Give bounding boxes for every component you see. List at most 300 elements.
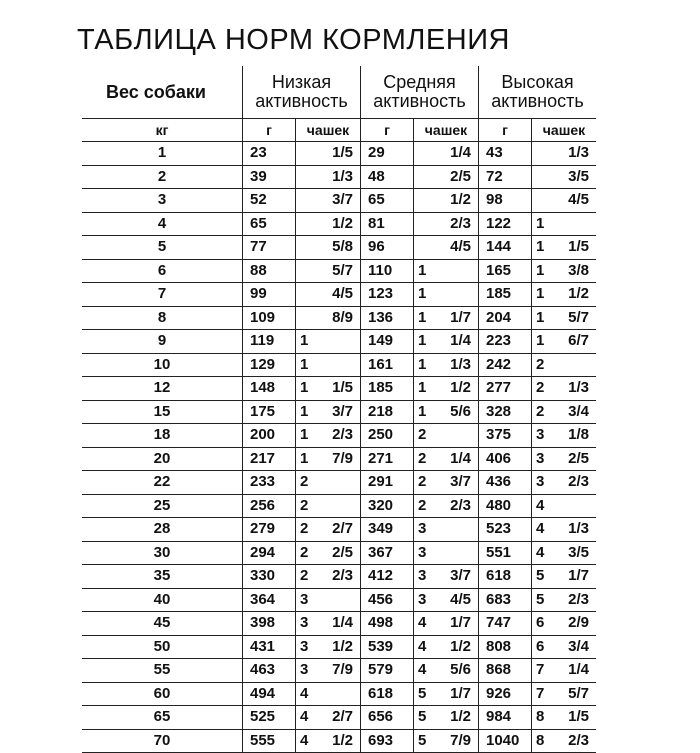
medium-cups-fraction-cell: 1/7 <box>431 612 479 636</box>
low-grams-cell: 494 <box>243 682 296 706</box>
medium-grams-cell: 539 <box>361 635 414 659</box>
low-cups-whole-cell: 4 <box>296 729 314 753</box>
table-row <box>82 659 596 683</box>
medium-cups-fraction-cell: 1/7 <box>431 306 479 330</box>
table-row <box>82 330 596 354</box>
medium-grams-cell: 367 <box>361 541 414 565</box>
medium-cups-fraction-cell: 7/9 <box>431 729 479 753</box>
medium-cups-fraction-cell: 1/2 <box>431 635 479 659</box>
medium-grams-cell: 579 <box>361 659 414 683</box>
low-cups-fraction-cell: 1/4 <box>313 612 361 636</box>
unit-cups-medium: чашек <box>414 119 479 142</box>
low-grams-cell: 555 <box>243 729 296 753</box>
medium-cups-whole-cell: 2 <box>414 424 432 448</box>
high-grams-cell: 223 <box>479 330 532 354</box>
weight-cell: 50 <box>82 635 243 659</box>
low-grams-cell: 119 <box>243 330 296 354</box>
weight-cell: 20 <box>82 447 243 471</box>
low-cups-fraction-cell <box>313 330 361 354</box>
medium-cups-whole-cell <box>414 236 432 260</box>
weight-cell: 7 <box>82 283 243 307</box>
medium-cups-whole-cell: 2 <box>414 471 432 495</box>
medium-cups-whole-cell: 3 <box>414 565 432 589</box>
low-grams-cell: 217 <box>243 447 296 471</box>
high-cups-whole-cell: 3 <box>532 471 550 495</box>
weight-cell: 60 <box>82 682 243 706</box>
table-row <box>82 377 596 401</box>
medium-cups-whole-cell: 3 <box>414 588 432 612</box>
low-grams-cell: 88 <box>243 259 296 283</box>
low-cups-fraction-cell: 1/3 <box>313 165 361 189</box>
unit-grams-high: г <box>479 119 532 142</box>
low-cups-whole-cell <box>296 283 314 307</box>
low-cups-fraction-cell <box>313 471 361 495</box>
low-cups-fraction-cell <box>313 494 361 518</box>
weight-cell: 22 <box>82 471 243 495</box>
medium-cups-whole-cell <box>414 189 432 213</box>
medium-cups-whole-cell: 4 <box>414 612 432 636</box>
medium-cups-whole-cell: 1 <box>414 330 432 354</box>
medium-grams-cell: 185 <box>361 377 414 401</box>
table-row <box>82 306 596 330</box>
weight-cell: 35 <box>82 565 243 589</box>
high-grams-cell: 523 <box>479 518 532 542</box>
low-cups-whole-cell: 1 <box>296 400 314 424</box>
weight-cell: 5 <box>82 236 243 260</box>
low-cups-fraction-cell <box>313 682 361 706</box>
high-cups-fraction-cell: 1/8 <box>549 424 596 448</box>
low-grams-cell: 39 <box>243 165 296 189</box>
low-cups-fraction-cell: 7/9 <box>313 447 361 471</box>
low-grams-cell: 109 <box>243 306 296 330</box>
table-row <box>82 424 596 448</box>
low-cups-whole-cell <box>296 259 314 283</box>
high-cups-whole-cell: 1 <box>532 236 550 260</box>
low-cups-whole-cell <box>296 142 314 166</box>
medium-grams-cell: 412 <box>361 565 414 589</box>
medium-cups-fraction-cell: 1/2 <box>431 377 479 401</box>
high-cups-whole-cell: 4 <box>532 541 550 565</box>
medium-cups-fraction-cell: 1/2 <box>431 706 479 730</box>
high-cups-fraction-cell: 2/3 <box>549 588 596 612</box>
weight-cell: 25 <box>82 494 243 518</box>
medium-cups-fraction-cell <box>431 424 479 448</box>
low-cups-whole-cell: 1 <box>296 330 314 354</box>
low-cups-whole-cell: 1 <box>296 353 314 377</box>
weight-cell: 55 <box>82 659 243 683</box>
low-cups-whole-cell <box>296 306 314 330</box>
medium-cups-whole-cell: 1 <box>414 400 432 424</box>
high-cups-whole-cell <box>532 165 550 189</box>
table-row <box>82 259 596 283</box>
high-cups-fraction-cell: 2/3 <box>549 471 596 495</box>
low-cups-fraction-cell: 2/7 <box>313 706 361 730</box>
low-cups-fraction-cell <box>313 353 361 377</box>
table-row <box>82 283 596 307</box>
medium-cups-whole-cell: 1 <box>414 353 432 377</box>
low-cups-whole-cell: 1 <box>296 424 314 448</box>
table-row <box>82 541 596 565</box>
low-cups-whole-cell: 3 <box>296 588 314 612</box>
medium-cups-fraction-cell: 1/4 <box>431 330 479 354</box>
high-cups-whole-cell: 1 <box>532 330 550 354</box>
low-cups-whole-cell <box>296 189 314 213</box>
medium-cups-fraction-cell: 1/4 <box>431 447 479 471</box>
medium-grams-cell: 123 <box>361 283 414 307</box>
low-cups-whole-cell: 2 <box>296 518 314 542</box>
high-grams-cell: 926 <box>479 682 532 706</box>
low-grams-cell: 364 <box>243 588 296 612</box>
high-grams-cell: 406 <box>479 447 532 471</box>
medium-cups-whole-cell: 2 <box>414 494 432 518</box>
low-cups-whole-cell: 2 <box>296 541 314 565</box>
table-row <box>82 447 596 471</box>
table-row <box>82 682 596 706</box>
medium-cups-fraction-cell: 5/6 <box>431 659 479 683</box>
medium-cups-fraction-cell: 3/7 <box>431 471 479 495</box>
table-row <box>82 635 596 659</box>
high-grams-cell: 165 <box>479 259 532 283</box>
high-cups-fraction-cell: 3/5 <box>549 165 596 189</box>
high-grams-cell: 72 <box>479 165 532 189</box>
high-grams-cell: 98 <box>479 189 532 213</box>
unit-grams-medium: г <box>361 119 414 142</box>
high-cups-fraction-cell <box>549 353 596 377</box>
high-grams-cell: 868 <box>479 659 532 683</box>
medium-grams-cell: 149 <box>361 330 414 354</box>
high-grams-cell: 747 <box>479 612 532 636</box>
medium-grams-cell: 291 <box>361 471 414 495</box>
high-grams-cell: 43 <box>479 142 532 166</box>
weight-cell: 65 <box>82 706 243 730</box>
low-cups-whole-cell: 3 <box>296 635 314 659</box>
high-grams-cell: 242 <box>479 353 532 377</box>
medium-grams-cell: 29 <box>361 142 414 166</box>
high-cups-fraction-cell <box>549 212 596 236</box>
medium-cups-whole-cell <box>414 165 432 189</box>
table-row <box>82 612 596 636</box>
unit-grams-low: г <box>243 119 296 142</box>
low-cups-whole-cell: 2 <box>296 565 314 589</box>
weight-cell: 8 <box>82 306 243 330</box>
low-cups-whole-cell: 3 <box>296 612 314 636</box>
unit-cups-low: чашек <box>296 119 361 142</box>
low-cups-fraction-cell <box>313 588 361 612</box>
low-cups-fraction-cell: 1/5 <box>313 377 361 401</box>
medium-cups-fraction-cell: 4/5 <box>431 236 479 260</box>
high-grams-cell: 122 <box>479 212 532 236</box>
activity-low-header <box>243 66 361 119</box>
table-row <box>82 142 596 166</box>
weight-cell: 28 <box>82 518 243 542</box>
medium-cups-whole-cell: 1 <box>414 283 432 307</box>
medium-cups-whole-cell: 2 <box>414 447 432 471</box>
low-grams-cell: 200 <box>243 424 296 448</box>
medium-cups-fraction-cell <box>431 541 479 565</box>
low-cups-fraction-cell: 1/2 <box>313 635 361 659</box>
high-cups-whole-cell: 2 <box>532 400 550 424</box>
weight-cell: 45 <box>82 612 243 636</box>
page-title: ТАБЛИЦА НОРМ КОРМЛЕНИЯ <box>77 24 510 56</box>
weight-cell: 12 <box>82 377 243 401</box>
low-cups-fraction-cell: 2/7 <box>313 518 361 542</box>
low-grams-cell: 525 <box>243 706 296 730</box>
high-cups-whole-cell: 4 <box>532 494 550 518</box>
low-cups-fraction-cell: 2/3 <box>313 565 361 589</box>
high-cups-fraction-cell <box>549 494 596 518</box>
low-cups-whole-cell <box>296 212 314 236</box>
high-cups-whole-cell: 1 <box>532 212 550 236</box>
medium-cups-fraction-cell: 3/7 <box>431 565 479 589</box>
medium-grams-cell: 218 <box>361 400 414 424</box>
medium-cups-whole-cell: 5 <box>414 682 432 706</box>
low-grams-cell: 256 <box>243 494 296 518</box>
medium-cups-fraction-cell: 2/5 <box>431 165 479 189</box>
medium-cups-whole-cell: 5 <box>414 729 432 753</box>
low-cups-fraction-cell: 1/2 <box>313 212 361 236</box>
medium-cups-fraction-cell <box>431 283 479 307</box>
high-cups-whole-cell: 8 <box>532 706 550 730</box>
medium-cups-fraction-cell: 1/3 <box>431 353 479 377</box>
table-row <box>82 236 596 260</box>
activity-low-line1: Низкая <box>271 72 332 92</box>
low-cups-fraction-cell: 5/7 <box>313 259 361 283</box>
table-row <box>82 565 596 589</box>
weight-cell: 6 <box>82 259 243 283</box>
unit-kg: кг <box>82 119 243 142</box>
header-row-activity <box>82 66 596 119</box>
medium-grams-cell: 65 <box>361 189 414 213</box>
weight-cell: 70 <box>82 729 243 753</box>
low-grams-cell: 398 <box>243 612 296 636</box>
high-cups-whole-cell: 6 <box>532 635 550 659</box>
medium-grams-cell: 320 <box>361 494 414 518</box>
low-cups-fraction-cell: 3/7 <box>313 189 361 213</box>
low-grams-cell: 294 <box>243 541 296 565</box>
low-grams-cell: 65 <box>243 212 296 236</box>
high-cups-whole-cell: 3 <box>532 447 550 471</box>
weight-cell: 4 <box>82 212 243 236</box>
high-cups-whole-cell <box>532 142 550 166</box>
weight-cell: 10 <box>82 353 243 377</box>
medium-cups-whole-cell: 1 <box>414 306 432 330</box>
low-cups-whole-cell: 4 <box>296 706 314 730</box>
table-body <box>82 66 596 753</box>
high-cups-whole-cell: 5 <box>532 588 550 612</box>
medium-cups-whole-cell: 3 <box>414 518 432 542</box>
high-grams-cell: 1040 <box>479 729 532 753</box>
low-cups-fraction-cell: 7/9 <box>313 659 361 683</box>
high-cups-whole-cell: 2 <box>532 377 550 401</box>
low-cups-fraction-cell: 2/3 <box>313 424 361 448</box>
low-grams-cell: 431 <box>243 635 296 659</box>
activity-low-line2: активность <box>255 91 348 111</box>
high-cups-whole-cell: 7 <box>532 659 550 683</box>
high-cups-fraction-cell: 3/4 <box>549 635 596 659</box>
low-grams-cell: 77 <box>243 236 296 260</box>
medium-cups-fraction-cell: 1/2 <box>431 189 479 213</box>
low-cups-fraction-cell: 5/8 <box>313 236 361 260</box>
high-cups-fraction-cell: 1/3 <box>549 518 596 542</box>
high-grams-cell: 480 <box>479 494 532 518</box>
activity-medium-header <box>361 66 479 119</box>
medium-cups-fraction-cell <box>431 518 479 542</box>
medium-cups-whole-cell: 5 <box>414 706 432 730</box>
table-row <box>82 518 596 542</box>
header-row-units <box>82 119 596 142</box>
low-grams-cell: 99 <box>243 283 296 307</box>
high-cups-fraction-cell: 1/3 <box>549 142 596 166</box>
medium-cups-whole-cell: 1 <box>414 377 432 401</box>
weight-cell: 1 <box>82 142 243 166</box>
high-cups-whole-cell <box>532 189 550 213</box>
high-grams-cell: 436 <box>479 471 532 495</box>
high-cups-fraction-cell: 1/5 <box>549 706 596 730</box>
high-grams-cell: 551 <box>479 541 532 565</box>
weight-cell: 30 <box>82 541 243 565</box>
high-cups-whole-cell: 2 <box>532 353 550 377</box>
medium-cups-fraction-cell: 5/6 <box>431 400 479 424</box>
table-row <box>82 189 596 213</box>
medium-grams-cell: 498 <box>361 612 414 636</box>
weight-cell: 2 <box>82 165 243 189</box>
high-cups-fraction-cell: 1/5 <box>549 236 596 260</box>
low-cups-whole-cell <box>296 165 314 189</box>
table-row <box>82 165 596 189</box>
medium-grams-cell: 656 <box>361 706 414 730</box>
high-cups-fraction-cell: 4/5 <box>549 189 596 213</box>
low-cups-fraction-cell: 3/7 <box>313 400 361 424</box>
weight-cell: 18 <box>82 424 243 448</box>
high-grams-cell: 375 <box>479 424 532 448</box>
high-grams-cell: 328 <box>479 400 532 424</box>
high-cups-whole-cell: 5 <box>532 565 550 589</box>
high-cups-whole-cell: 1 <box>532 306 550 330</box>
low-cups-whole-cell: 1 <box>296 377 314 401</box>
activity-high-line1: Высокая <box>501 72 574 92</box>
low-grams-cell: 330 <box>243 565 296 589</box>
high-cups-whole-cell: 3 <box>532 424 550 448</box>
medium-grams-cell: 96 <box>361 236 414 260</box>
high-grams-cell: 204 <box>479 306 532 330</box>
low-grams-cell: 463 <box>243 659 296 683</box>
table-row <box>82 400 596 424</box>
table-row <box>82 588 596 612</box>
weight-cell: 15 <box>82 400 243 424</box>
low-cups-whole-cell: 4 <box>296 682 314 706</box>
medium-grams-cell: 110 <box>361 259 414 283</box>
medium-cups-whole-cell: 4 <box>414 635 432 659</box>
high-cups-whole-cell: 6 <box>532 612 550 636</box>
low-cups-fraction-cell: 8/9 <box>313 306 361 330</box>
high-cups-fraction-cell: 1/7 <box>549 565 596 589</box>
medium-cups-fraction-cell: 4/5 <box>431 588 479 612</box>
medium-cups-fraction-cell: 1/4 <box>431 142 479 166</box>
medium-grams-cell: 136 <box>361 306 414 330</box>
low-cups-whole-cell: 2 <box>296 494 314 518</box>
medium-grams-cell: 81 <box>361 212 414 236</box>
medium-cups-fraction-cell <box>431 259 479 283</box>
medium-grams-cell: 48 <box>361 165 414 189</box>
activity-high-line2: активность <box>491 91 584 111</box>
high-cups-fraction-cell: 5/7 <box>549 306 596 330</box>
medium-grams-cell: 271 <box>361 447 414 471</box>
feeding-table <box>82 66 596 753</box>
high-cups-whole-cell: 1 <box>532 259 550 283</box>
high-grams-cell: 808 <box>479 635 532 659</box>
high-cups-fraction-cell: 5/7 <box>549 682 596 706</box>
low-cups-whole-cell: 1 <box>296 447 314 471</box>
medium-cups-fraction-cell: 2/3 <box>431 494 479 518</box>
medium-grams-cell: 161 <box>361 353 414 377</box>
medium-cups-whole-cell <box>414 212 432 236</box>
low-cups-whole-cell <box>296 236 314 260</box>
high-cups-fraction-cell: 3/4 <box>549 400 596 424</box>
table-row <box>82 494 596 518</box>
high-grams-cell: 185 <box>479 283 532 307</box>
low-grams-cell: 175 <box>243 400 296 424</box>
low-grams-cell: 52 <box>243 189 296 213</box>
medium-grams-cell: 456 <box>361 588 414 612</box>
table-row <box>82 706 596 730</box>
weight-cell: 40 <box>82 588 243 612</box>
low-cups-fraction-cell: 2/5 <box>313 541 361 565</box>
high-cups-fraction-cell: 3/8 <box>549 259 596 283</box>
high-cups-fraction-cell: 2/5 <box>549 447 596 471</box>
medium-cups-whole-cell: 4 <box>414 659 432 683</box>
high-cups-fraction-cell: 2/3 <box>549 729 596 753</box>
high-grams-cell: 683 <box>479 588 532 612</box>
medium-grams-cell: 693 <box>361 729 414 753</box>
high-cups-whole-cell: 7 <box>532 682 550 706</box>
medium-cups-whole-cell: 3 <box>414 541 432 565</box>
high-cups-fraction-cell: 1/2 <box>549 283 596 307</box>
weight-cell: 3 <box>82 189 243 213</box>
low-cups-whole-cell: 3 <box>296 659 314 683</box>
high-grams-cell: 618 <box>479 565 532 589</box>
unit-cups-high: чашек <box>532 119 597 142</box>
high-grams-cell: 277 <box>479 377 532 401</box>
activity-high-header <box>479 66 597 119</box>
high-cups-fraction-cell: 3/5 <box>549 541 596 565</box>
medium-grams-cell: 250 <box>361 424 414 448</box>
high-grams-cell: 984 <box>479 706 532 730</box>
medium-cups-fraction-cell: 2/3 <box>431 212 479 236</box>
weight-cell: 9 <box>82 330 243 354</box>
activity-medium-line1: Средняя <box>383 72 456 92</box>
high-cups-whole-cell: 4 <box>532 518 550 542</box>
high-cups-whole-cell: 1 <box>532 283 550 307</box>
low-grams-cell: 279 <box>243 518 296 542</box>
table-row <box>82 729 596 753</box>
high-grams-cell: 144 <box>479 236 532 260</box>
low-grams-cell: 129 <box>243 353 296 377</box>
medium-grams-cell: 349 <box>361 518 414 542</box>
medium-grams-cell: 618 <box>361 682 414 706</box>
low-cups-fraction-cell: 4/5 <box>313 283 361 307</box>
medium-cups-whole-cell: 1 <box>414 259 432 283</box>
high-cups-fraction-cell: 1/4 <box>549 659 596 683</box>
low-cups-fraction-cell: 1/2 <box>313 729 361 753</box>
high-cups-fraction-cell: 6/7 <box>549 330 596 354</box>
low-cups-whole-cell: 2 <box>296 471 314 495</box>
high-cups-whole-cell: 8 <box>532 729 550 753</box>
low-cups-fraction-cell: 1/5 <box>313 142 361 166</box>
table-row <box>82 212 596 236</box>
low-grams-cell: 233 <box>243 471 296 495</box>
weight-header: Вес собаки <box>82 66 243 119</box>
table-row <box>82 353 596 377</box>
